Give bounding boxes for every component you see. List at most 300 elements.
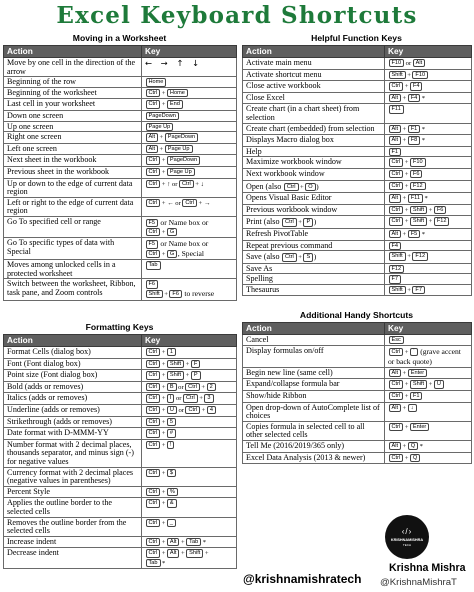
table-row bbox=[243, 180, 472, 193]
key-chip: Ctrl bbox=[182, 199, 197, 207]
action-text: Go To specific types of data with Special bbox=[7, 238, 115, 256]
shortcut-action bbox=[4, 166, 142, 178]
table-row bbox=[243, 69, 472, 81]
shortcut-key bbox=[142, 439, 237, 467]
shortcut-action bbox=[243, 274, 385, 285]
shortcut-action bbox=[243, 146, 385, 157]
action-text: Move by one cell in the direction of the arrow bbox=[7, 58, 136, 76]
key-chip: F4 bbox=[408, 94, 421, 102]
action-text: Next workbook window bbox=[246, 168, 325, 178]
key-chip: Ctrl bbox=[282, 253, 297, 261]
key-chip: I bbox=[167, 394, 175, 402]
shortcut-action bbox=[243, 440, 385, 452]
key-chip: F1 bbox=[408, 125, 421, 133]
table-row bbox=[4, 536, 237, 548]
table-row bbox=[243, 390, 472, 402]
key-chip: F5 bbox=[146, 219, 159, 227]
action-text: Opens Visual Basic Editor bbox=[246, 193, 332, 203]
key-operator: + bbox=[161, 538, 166, 546]
table-row bbox=[4, 77, 237, 88]
key-operator: + bbox=[407, 286, 411, 294]
shortcut-key bbox=[142, 87, 237, 99]
key-chip: Ctrl bbox=[146, 519, 161, 527]
key-operator: + bbox=[164, 291, 168, 299]
shortcut-action bbox=[4, 404, 142, 416]
action-text: Up or down to the edge of current data region bbox=[7, 178, 133, 197]
key-chip: Q bbox=[410, 454, 420, 462]
shortcut-key bbox=[142, 260, 237, 279]
key-operator: + bbox=[161, 550, 166, 558]
shortcut-action bbox=[4, 439, 142, 467]
key-chip: Page Up bbox=[165, 145, 193, 153]
key-chip: F1 bbox=[389, 148, 402, 156]
shortcut-action bbox=[243, 367, 385, 379]
key-chip: Page Up bbox=[146, 123, 174, 131]
shortcut-key bbox=[385, 69, 472, 81]
key-operator: + bbox=[159, 134, 164, 142]
key-chip: Ctrl bbox=[389, 392, 404, 400]
shortcut-action bbox=[4, 416, 142, 428]
key-operator: * bbox=[421, 94, 426, 102]
action-text: Beginning of the row bbox=[7, 77, 77, 87]
key-operator: + bbox=[428, 218, 433, 226]
key-operator: + bbox=[404, 170, 409, 178]
shortcut-action bbox=[4, 99, 142, 111]
shortcut-key bbox=[385, 367, 472, 379]
action-text: Increase indent bbox=[7, 536, 57, 546]
key-chip: Enter bbox=[410, 423, 429, 431]
table-row bbox=[243, 421, 472, 440]
shortcut-key bbox=[385, 284, 472, 296]
key-operator: * bbox=[421, 230, 426, 238]
key-chip: Ctrl bbox=[183, 394, 198, 402]
key-operator: + bbox=[180, 550, 185, 558]
key-operator: * bbox=[419, 442, 423, 450]
shortcut-key bbox=[385, 228, 472, 240]
key-chip: Ctrl bbox=[146, 488, 161, 496]
table-row bbox=[4, 467, 237, 486]
table-row bbox=[4, 121, 237, 132]
key-chip: Ctrl bbox=[146, 180, 161, 188]
table-row bbox=[4, 58, 237, 77]
action-text: Strikethrough (adds or removes) bbox=[7, 416, 112, 426]
key-chip: Esc bbox=[389, 336, 404, 344]
shortcut-key bbox=[142, 77, 237, 88]
key-operator: + ← or bbox=[161, 199, 181, 207]
action-text: Save As bbox=[246, 263, 273, 273]
action-text: Percent Style bbox=[7, 486, 50, 496]
shortcut-key bbox=[385, 335, 472, 346]
shortcut-key bbox=[142, 517, 237, 536]
key-chip: Ctrl bbox=[389, 454, 404, 462]
key-chip: Ctrl bbox=[389, 423, 404, 431]
key-operator: * bbox=[202, 538, 206, 546]
key-operator: + bbox=[161, 168, 166, 176]
action-text: Tell Me (2016/2019/365 only) bbox=[246, 440, 345, 450]
key-note: ) bbox=[313, 252, 317, 262]
shortcut-key bbox=[385, 402, 472, 421]
action-text: Underline (adds or removes) bbox=[7, 404, 100, 414]
table-row bbox=[243, 335, 472, 346]
key-note: ) bbox=[313, 217, 317, 227]
shortcut-key bbox=[142, 143, 237, 155]
table-row bbox=[243, 452, 472, 464]
arrow-keys-icon: ← → ↑ ↓ bbox=[145, 58, 203, 68]
table-row bbox=[4, 260, 237, 279]
shortcut-action bbox=[243, 58, 385, 70]
shortcut-action bbox=[4, 121, 142, 132]
shortcut-action bbox=[243, 345, 385, 367]
key-operator: + bbox=[161, 469, 166, 477]
shortcut-key bbox=[142, 416, 237, 428]
table-row bbox=[243, 263, 472, 274]
shortcut-action bbox=[4, 238, 142, 260]
action-text: Font (Font dialog box) bbox=[7, 358, 81, 368]
key-operator: + bbox=[161, 441, 166, 449]
key-operator: + ↓ bbox=[195, 180, 204, 188]
key-chip: Tab bbox=[146, 261, 161, 269]
key-chip: Ctrl bbox=[146, 549, 161, 557]
action-text: Left one screen bbox=[7, 143, 57, 153]
table-row bbox=[4, 87, 237, 99]
key-chip: Ctrl bbox=[146, 538, 161, 546]
key-chip: 2 bbox=[207, 383, 216, 391]
table-row bbox=[4, 404, 237, 416]
shortcut-key bbox=[142, 121, 237, 132]
key-chip: & bbox=[167, 499, 177, 507]
key-operator: + bbox=[201, 406, 206, 414]
key-operator: + bbox=[404, 348, 409, 356]
key-chip: Ctrl bbox=[389, 217, 404, 225]
key-chip: Shift bbox=[410, 217, 427, 225]
key-operator: + bbox=[407, 253, 411, 261]
key-chip: Ctrl bbox=[389, 170, 404, 178]
key-operator: + bbox=[199, 395, 203, 403]
key-operator: + bbox=[201, 383, 206, 391]
key-chip: U bbox=[167, 406, 177, 414]
key-operator: + → bbox=[198, 199, 211, 207]
key-chip: F8 bbox=[408, 136, 421, 144]
key-operator: + bbox=[300, 183, 304, 191]
shortcut-key bbox=[385, 146, 472, 157]
shortcut-key bbox=[142, 370, 237, 382]
table-row bbox=[4, 99, 237, 111]
table-row bbox=[243, 216, 472, 229]
shortcut-key bbox=[385, 168, 472, 180]
shortcut-key bbox=[142, 548, 237, 569]
key-chip: P bbox=[303, 218, 313, 226]
key-operator: + bbox=[402, 137, 407, 145]
shortcut-action bbox=[4, 216, 142, 237]
table-row bbox=[243, 204, 472, 216]
shortcut-action bbox=[4, 178, 142, 197]
key-chip: Alt bbox=[413, 59, 426, 67]
shortcut-action bbox=[243, 123, 385, 135]
key-chip: Ctrl bbox=[146, 199, 161, 207]
table-row bbox=[4, 548, 237, 569]
shortcut-action bbox=[243, 204, 385, 216]
key-operator: + bbox=[402, 94, 407, 102]
shortcut-action bbox=[243, 240, 385, 251]
key-operator: + bbox=[402, 125, 407, 133]
key-chip: 5 bbox=[167, 418, 176, 426]
table-row bbox=[4, 439, 237, 467]
key-chip: Ctrl bbox=[146, 100, 161, 108]
key-chip: U bbox=[434, 380, 444, 388]
key-operator: + bbox=[402, 442, 407, 450]
section-moving bbox=[3, 32, 236, 301]
shortcut-key bbox=[385, 204, 472, 216]
key-chip: Ctrl bbox=[146, 499, 161, 507]
key-chip: Ctrl bbox=[185, 383, 200, 391]
key-operator: + bbox=[161, 349, 166, 356]
shortcut-action bbox=[4, 486, 142, 498]
key-chip: Ctrl bbox=[389, 82, 404, 90]
shortcut-action bbox=[243, 263, 385, 274]
key-operator: * bbox=[424, 195, 428, 203]
shortcut-key bbox=[142, 358, 237, 370]
table-row bbox=[4, 347, 237, 359]
shortcut-action bbox=[4, 347, 142, 359]
action-text: Applies the outline border to the selected cells bbox=[7, 498, 112, 516]
action-text: Expand/collapse formula bar bbox=[246, 379, 340, 389]
key-chip: F12 bbox=[434, 217, 450, 225]
action-text: Create chart (embedded) from selection bbox=[246, 123, 375, 133]
shortcut-key bbox=[385, 263, 472, 274]
action-text: Previous sheet in the workbook bbox=[7, 166, 110, 176]
table-row bbox=[243, 379, 472, 391]
shortcut-key bbox=[142, 536, 237, 548]
table-row bbox=[4, 238, 237, 260]
key-chip: Page Up bbox=[167, 168, 195, 176]
key-operator: + bbox=[161, 488, 166, 496]
shortcut-action bbox=[4, 87, 142, 99]
key-chip: S bbox=[303, 253, 313, 261]
shortcut-action bbox=[243, 402, 385, 421]
key-chip: Ctrl bbox=[146, 168, 161, 176]
shortcut-key bbox=[385, 123, 472, 135]
key-chip: F5 bbox=[408, 230, 421, 238]
key-chip: Shift bbox=[389, 71, 406, 79]
shortcut-key bbox=[385, 274, 472, 285]
action-text: Removes the outline border from the selected cells bbox=[7, 517, 127, 536]
key-chip: Ctrl bbox=[146, 228, 161, 236]
key-chip: Shift bbox=[186, 549, 203, 557]
section-title: Formatting Keys bbox=[85, 322, 154, 332]
key-operator: + bbox=[407, 71, 411, 79]
table-row bbox=[4, 143, 237, 155]
shortcut-action bbox=[243, 81, 385, 93]
key-chip: F7 bbox=[412, 286, 425, 294]
shortcut-key bbox=[385, 251, 472, 264]
key-operator: or bbox=[175, 395, 182, 403]
key-chip: Ctrl bbox=[389, 182, 404, 190]
column-header-action: Action bbox=[4, 46, 142, 58]
table-row bbox=[4, 358, 237, 370]
key-chip: ` bbox=[410, 348, 418, 356]
key-operator: + bbox=[402, 230, 407, 238]
key-operator: + bbox=[161, 418, 166, 426]
shortcut-key bbox=[142, 178, 237, 197]
key-chip: F6 bbox=[169, 290, 182, 298]
key-chip: F5 bbox=[146, 240, 159, 248]
action-text: Go To specified cell or range bbox=[7, 216, 101, 226]
column-header-key: Key bbox=[142, 46, 237, 58]
key-chip: Ctrl bbox=[389, 206, 404, 214]
shortcut-action bbox=[243, 104, 385, 123]
shortcut-table bbox=[242, 45, 472, 296]
table-row bbox=[4, 110, 237, 121]
action-text: Displays Macro dialog box bbox=[246, 135, 334, 145]
logo-subtext: TECH bbox=[402, 543, 412, 547]
shortcut-key bbox=[142, 393, 237, 405]
key-operator: or bbox=[405, 60, 412, 67]
table-row bbox=[243, 402, 472, 421]
table-row bbox=[4, 381, 237, 393]
table-row bbox=[243, 345, 472, 367]
shortcut-action bbox=[4, 393, 142, 405]
shortcut-action bbox=[243, 251, 385, 264]
shortcut-action bbox=[4, 155, 142, 167]
action-text: Italics (adds or removes) bbox=[7, 393, 88, 403]
key-chip: G bbox=[167, 228, 177, 236]
shortcut-table bbox=[3, 45, 237, 301]
key-chip: Shift bbox=[389, 286, 406, 294]
column-header-key: Key bbox=[385, 323, 472, 335]
shortcut-key bbox=[385, 379, 472, 391]
key-chip: Ctrl bbox=[282, 218, 297, 226]
action-text: Begin new line (same cell) bbox=[246, 367, 333, 377]
action-text: Refresh PivotTable bbox=[246, 228, 309, 238]
action-text: Left or right to the edge of current data region bbox=[7, 197, 134, 216]
key-chip: Ctrl bbox=[179, 180, 194, 188]
key-operator: + bbox=[402, 195, 407, 203]
table-row bbox=[4, 178, 237, 197]
key-chip: F10 bbox=[410, 158, 426, 166]
key-chip: F12 bbox=[412, 252, 428, 260]
shortcut-key bbox=[385, 193, 472, 205]
shortcut-key bbox=[385, 216, 472, 229]
key-chip: F7 bbox=[389, 275, 402, 283]
shortcut-key bbox=[385, 345, 472, 367]
key-chip: Alt bbox=[389, 194, 402, 202]
key-chip: Ctrl bbox=[146, 441, 161, 449]
column-header-action: Action bbox=[4, 335, 142, 347]
key-note: to reverse bbox=[182, 289, 215, 299]
key-operator: + bbox=[161, 519, 166, 527]
shortcut-key bbox=[385, 104, 472, 123]
action-text: Decrease indent bbox=[7, 548, 59, 558]
key-chip: F1 bbox=[410, 392, 423, 400]
table-row bbox=[243, 168, 472, 180]
table-row bbox=[243, 228, 472, 240]
shortcut-action bbox=[243, 168, 385, 180]
section-title: Moving in a Worksheet bbox=[72, 33, 167, 43]
action-text: Last cell in your worksheet bbox=[7, 99, 96, 109]
key-chip: Alt bbox=[389, 404, 402, 412]
action-text: Activate main menu bbox=[246, 58, 312, 67]
table-row bbox=[243, 240, 472, 251]
table-row bbox=[243, 81, 472, 93]
shortcut-action bbox=[4, 197, 142, 216]
key-chip: ! bbox=[167, 441, 175, 449]
table-row bbox=[4, 486, 237, 498]
key-chip: PageDown bbox=[165, 133, 198, 141]
table-row bbox=[243, 135, 472, 147]
action-text: Close active workbook bbox=[246, 81, 321, 91]
key-chip: Alt bbox=[167, 549, 180, 557]
logo-text: KRISHNAMISHRA bbox=[390, 538, 424, 542]
key-chip: F11 bbox=[389, 105, 404, 113]
action-text: Currency format with 2 decimal places (negative values in parentheses) bbox=[7, 467, 134, 486]
key-operator: * bbox=[162, 559, 166, 567]
section-title: Helpful Function Keys bbox=[311, 33, 402, 43]
key-note: or Name box or bbox=[158, 217, 209, 227]
shortcut-key bbox=[142, 99, 237, 111]
action-text: Right one screen bbox=[7, 132, 62, 142]
key-chip: Ctrl bbox=[389, 348, 404, 356]
shortcut-key bbox=[385, 390, 472, 402]
shortcut-action bbox=[4, 260, 142, 279]
shortcut-key bbox=[142, 216, 237, 237]
table-row bbox=[4, 517, 237, 536]
shortcut-action bbox=[4, 428, 142, 440]
table-row bbox=[243, 284, 472, 296]
shortcut-key bbox=[142, 486, 237, 498]
key-operator: + bbox=[161, 383, 166, 391]
key-chip: Ctrl bbox=[284, 183, 299, 191]
key-chip: Ctrl bbox=[146, 418, 161, 426]
shortcut-key bbox=[142, 279, 237, 300]
shortcut-action bbox=[243, 390, 385, 402]
table-row bbox=[243, 123, 472, 135]
key-chip: Ctrl bbox=[185, 406, 200, 414]
shortcut-action bbox=[243, 135, 385, 147]
shortcut-action bbox=[243, 379, 385, 391]
shortcut-action bbox=[4, 536, 142, 548]
shortcut-action bbox=[4, 467, 142, 486]
key-operator: + bbox=[404, 381, 409, 389]
key-chip: PageDown bbox=[167, 156, 200, 164]
key-chip: Enter bbox=[408, 369, 427, 377]
shortcut-action bbox=[243, 92, 385, 104]
column-header-key: Key bbox=[385, 46, 472, 58]
key-chip: 3 bbox=[204, 394, 213, 402]
shortcut-key bbox=[385, 440, 472, 452]
key-operator: + bbox=[180, 538, 185, 546]
action-text: Copies formula in selected cell to all other selected cells bbox=[246, 421, 365, 440]
column-header-action: Action bbox=[243, 46, 385, 58]
shortcut-action bbox=[4, 517, 142, 536]
table-row bbox=[4, 155, 237, 167]
action-text: Up one screen bbox=[7, 121, 54, 131]
key-operator: * bbox=[421, 137, 426, 145]
key-chip: PageDown bbox=[146, 112, 179, 120]
action-text: Create chart (in a chart sheet) from selection bbox=[246, 104, 360, 122]
shortcut-action bbox=[4, 143, 142, 155]
key-chip: % bbox=[167, 488, 178, 496]
shortcut-action bbox=[4, 370, 142, 382]
shortcut-action bbox=[4, 132, 142, 144]
key-chip: F12 bbox=[410, 182, 426, 190]
key-chip: Alt bbox=[146, 133, 159, 141]
key-operator: + bbox=[404, 159, 409, 167]
action-text: Activate shortcut menu bbox=[246, 69, 322, 79]
key-chip: Ctrl bbox=[146, 406, 161, 414]
key-chip: F6 bbox=[146, 280, 159, 288]
key-operator: + bbox=[185, 360, 190, 368]
key-chip: F10 bbox=[389, 59, 405, 67]
